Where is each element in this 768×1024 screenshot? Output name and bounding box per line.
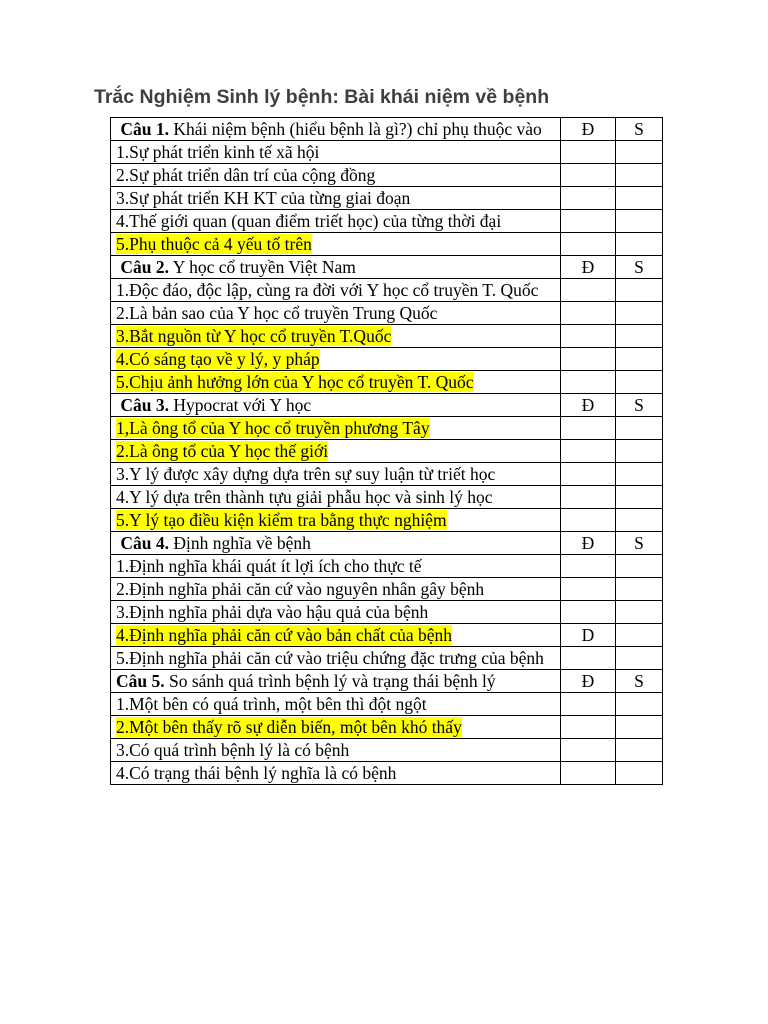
option-row (111, 279, 663, 302)
page-title: Trắc Nghiệm Sinh lý bệnh: Bài khái niệm về bệnh (94, 86, 550, 108)
option-cell (111, 302, 561, 325)
option-cell (111, 371, 561, 394)
option-cell (111, 233, 561, 256)
answer-cell-s[interactable] (616, 371, 663, 394)
answer-header-s: S (616, 532, 663, 555)
question-row (111, 118, 663, 141)
option-row (111, 624, 663, 647)
option-cell (111, 417, 561, 440)
question-cell (111, 532, 561, 555)
question-cell (111, 670, 561, 693)
option-row (111, 739, 663, 762)
option-text: 2.Là bản sao của Y học cổ truyền Trung Quốc (116, 303, 438, 323)
option-text: 3.Định nghĩa phải dựa vào hậu quả của bệnh (116, 602, 429, 622)
option-cell (111, 762, 561, 785)
option-cell (111, 601, 561, 624)
answer-cell-s[interactable] (616, 762, 663, 785)
highlighted-option-text: 5.Chịu ảnh hưởng lớn của Y học cổ truyền T. Quốc (116, 372, 474, 392)
answer-header-d: Đ (561, 394, 616, 417)
question-text: Định nghĩa về bệnh (169, 533, 311, 553)
answer-cell-s[interactable] (616, 693, 663, 716)
highlighted-option-text: 4.Định nghĩa phải căn cứ vào bản chất của bệnh (116, 625, 453, 645)
option-row (111, 371, 663, 394)
option-text: 1.Độc đáo, độc lập, cùng ra đời với Y học cổ truyền T. Quốc (116, 280, 539, 300)
option-row (111, 302, 663, 325)
question-text: Khái niệm bệnh (hiểu bệnh là gì?) chỉ phụ thuộc vào (169, 119, 542, 139)
highlighted-option-text: 2.Là ông tổ của Y học thế giới (116, 441, 329, 461)
option-cell (111, 624, 561, 647)
question-row (111, 256, 663, 279)
option-cell (111, 463, 561, 486)
highlighted-option-text: 5.Phụ thuộc cả 4 yếu tố trên (116, 234, 312, 254)
answer-cell-d[interactable] (561, 440, 616, 463)
answer-cell-s[interactable] (616, 279, 663, 302)
option-text: 4.Y lý dựa trên thành tựu giải phẫu học và sinh lý học (116, 487, 493, 507)
answer-cell-s[interactable] (616, 509, 663, 532)
question-row (111, 394, 663, 417)
option-text: 3.Sự phát triển KH KT của từng giai đoạn (116, 188, 411, 208)
answer-cell-d[interactable] (561, 371, 616, 394)
answer-cell-s[interactable] (616, 578, 663, 601)
answer-cell-d[interactable] (561, 486, 616, 509)
option-row (111, 486, 663, 509)
answer-cell-s[interactable] (616, 141, 663, 164)
answer-cell-d[interactable] (561, 348, 616, 371)
option-text: 2.Định nghĩa phải căn cứ vào nguyên nhân gây bệnh (116, 579, 485, 599)
option-cell (111, 739, 561, 762)
question-row (111, 670, 663, 693)
answer-cell-s[interactable] (616, 348, 663, 371)
option-text: 1.Sự phát triển kinh tế xã hội (116, 142, 320, 162)
highlighted-option-text: 2.Một bên thấy rõ sự diễn biến, một bên khó thấy (116, 717, 462, 737)
quiz-table (110, 117, 663, 785)
answer-cell-d[interactable] (561, 555, 616, 578)
option-row (111, 164, 663, 187)
option-cell (111, 325, 561, 348)
highlighted-option-text: 1,Là ông tổ của Y học cổ truyền phương Tây (116, 418, 430, 438)
question-text: Y học cổ truyền Việt Nam (169, 257, 356, 277)
answer-header-d: Đ (561, 670, 616, 693)
answer-header-d: Đ (561, 256, 616, 279)
option-row (111, 348, 663, 371)
question-number: Câu 4. (120, 533, 169, 553)
option-row (111, 141, 663, 164)
option-number: 5. (116, 510, 130, 530)
answer-cell-d[interactable] (561, 693, 616, 716)
answer-cell-d[interactable] (561, 141, 616, 164)
question-cell (111, 256, 561, 279)
question-number: Câu 2. (120, 257, 169, 277)
option-row (111, 417, 663, 440)
option-cell (111, 210, 561, 233)
option-row (111, 762, 663, 785)
question-row (111, 532, 663, 555)
option-row (111, 716, 663, 739)
answer-cell-s[interactable] (616, 601, 663, 624)
option-row (111, 509, 663, 532)
answer-cell-s[interactable] (616, 187, 663, 210)
answer-header-s: S (616, 256, 663, 279)
option-text: 3.Y lý được xây dựng dựa trên sự suy luận từ triết học (116, 464, 496, 484)
option-row (111, 463, 663, 486)
option-row (111, 325, 663, 348)
option-row (111, 601, 663, 624)
answer-cell-d[interactable] (561, 187, 616, 210)
question-text: Hypocrat với Y học (169, 395, 312, 415)
option-cell (111, 578, 561, 601)
answer-cell-d[interactable] (561, 233, 616, 256)
option-cell (111, 141, 561, 164)
option-row (111, 233, 663, 256)
highlighted-option-text: 3.Bắt nguồn từ Y học cổ truyền T.Quốc (116, 326, 392, 346)
option-cell (111, 555, 561, 578)
answer-cell-s[interactable] (616, 647, 663, 670)
option-cell (111, 509, 561, 532)
answer-cell-s[interactable] (616, 463, 663, 486)
answer-cell-d[interactable] (561, 716, 616, 739)
answer-cell-d[interactable] (561, 578, 616, 601)
answer-header-d: Đ (561, 532, 616, 555)
answer-cell-s[interactable] (616, 739, 663, 762)
answer-cell-s[interactable] (616, 302, 663, 325)
option-text: 4.Có trạng thái bệnh lý nghĩa là có bệnh (116, 763, 397, 783)
question-number: Câu 1. (120, 119, 169, 139)
option-cell (111, 279, 561, 302)
option-text: 1.Định nghĩa khái quát ít lợi ích cho thực tế (116, 556, 422, 576)
option-cell (111, 348, 561, 371)
question-text: So sánh quá trình bệnh lý và trạng thái bệnh lý (164, 671, 496, 691)
option-cell (111, 486, 561, 509)
option-row (111, 210, 663, 233)
option-text: 4.Thế giới quan (quan điểm triết học) của từng thời đại (116, 211, 502, 231)
answer-cell-d[interactable] (561, 739, 616, 762)
answer-header-s: S (616, 670, 663, 693)
question-number: Câu 5. (116, 671, 165, 691)
answer-cell-d[interactable] (561, 279, 616, 302)
answer-cell-d[interactable] (561, 647, 616, 670)
answer-cell-d[interactable] (561, 463, 616, 486)
question-cell (111, 118, 561, 141)
answer-cell-d[interactable] (561, 601, 616, 624)
option-cell (111, 647, 561, 670)
answer-cell-s[interactable] (616, 417, 663, 440)
answer-header-s: S (616, 394, 663, 417)
option-row (111, 555, 663, 578)
answer-header-s: S (616, 118, 663, 141)
option-cell (111, 440, 561, 463)
question-cell (111, 394, 561, 417)
answer-cell-d[interactable] (561, 210, 616, 233)
option-cell (111, 693, 561, 716)
highlighted-option-text: Y lý tạo điều kiện kiểm tra bằng thực nghiệm (129, 510, 447, 530)
answer-cell-d[interactable] (561, 417, 616, 440)
option-row (111, 693, 663, 716)
answer-cell-s[interactable] (616, 325, 663, 348)
answer-cell-d[interactable] (561, 325, 616, 348)
answer-cell-s[interactable] (616, 440, 663, 463)
option-row (111, 187, 663, 210)
option-text: 5.Định nghĩa phải căn cứ vào triệu chứng đặc trưng của bệnh (116, 648, 544, 668)
option-row (111, 578, 663, 601)
answer-cell-d[interactable]: D (561, 624, 616, 647)
option-row (111, 440, 663, 463)
answer-cell-s[interactable] (616, 210, 663, 233)
answer-cell-s[interactable] (616, 164, 663, 187)
option-text: 1.Một bên có quá trình, một bên thì đột ngột (116, 694, 427, 714)
answer-cell-d[interactable] (561, 302, 616, 325)
highlighted-option-text: 4.Có sáng tạo về y lý, y pháp (116, 349, 320, 369)
option-row (111, 647, 663, 670)
answer-cell-d[interactable] (561, 762, 616, 785)
question-number: Câu 3. (120, 395, 169, 415)
answer-cell-d[interactable] (561, 164, 616, 187)
option-cell (111, 187, 561, 210)
answer-cell-s[interactable] (616, 716, 663, 739)
option-text: 2.Sự phát triển dân trí của cộng đồng (116, 165, 376, 185)
option-text: 3.Có quá trình bệnh lý là có bệnh (116, 740, 350, 760)
option-cell (111, 164, 561, 187)
option-cell (111, 716, 561, 739)
answer-header-d: Đ (561, 118, 616, 141)
answer-cell-d[interactable] (561, 509, 616, 532)
answer-cell-s[interactable] (616, 555, 663, 578)
answer-cell-s[interactable] (616, 486, 663, 509)
answer-cell-s[interactable] (616, 624, 663, 647)
answer-cell-s[interactable] (616, 233, 663, 256)
